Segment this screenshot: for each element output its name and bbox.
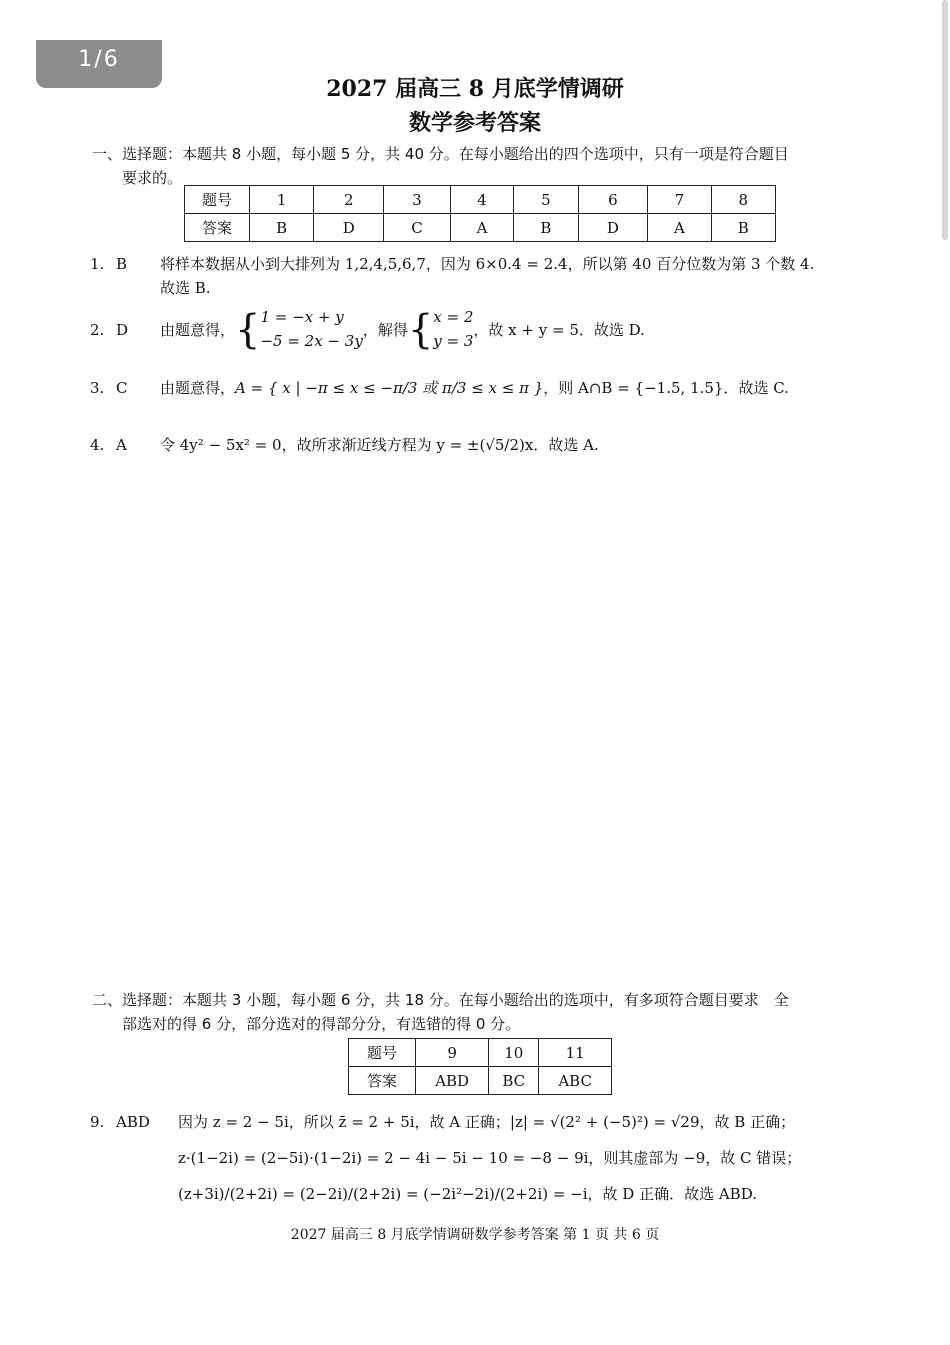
solution-text: ，故 x + y = 5．故选 D. bbox=[473, 321, 645, 339]
question-answer: B bbox=[116, 255, 128, 273]
solution-text: 由题意得， bbox=[160, 379, 236, 397]
answer-table-2 bbox=[348, 1038, 612, 1095]
table-cell: A bbox=[648, 214, 711, 242]
equation-system bbox=[408, 307, 474, 353]
set-expression: A = { x | −π ≤ x ≤ −π/3 或 π/3 ≤ x ≤ π } bbox=[235, 379, 544, 397]
solution-line: z·(1−2i) = (2−5i)·(1−2i) = 2 − 4i − 5i − 10 = −8 − 9i，则其虚部为 −9，故 C 错误； bbox=[178, 1149, 802, 1167]
table-cell: 6 bbox=[578, 186, 648, 214]
table-header-cell: 题号 bbox=[185, 186, 250, 214]
table-cell: ABC bbox=[539, 1067, 612, 1095]
table-cell: B bbox=[514, 214, 578, 242]
section2-intro-line1: 二、选择题：本题共 3 小题，每小题 6 分，共 18 分。在每小题给出的选项中，有多项符合题目要求 全 bbox=[92, 991, 789, 1009]
solution-line: 因为 z = 2 − 5i，所以 z̄ = 2 + 5i，故 A 正确；|z| = √(2² + (−5)²) = √29，故 B 正确； bbox=[178, 1113, 796, 1131]
table-row bbox=[349, 1039, 612, 1067]
equation: x = 2 bbox=[433, 308, 474, 326]
table-header-cell: 答案 bbox=[349, 1067, 416, 1095]
table-cell: 3 bbox=[384, 186, 451, 214]
question-answer: C bbox=[116, 379, 128, 397]
table-row bbox=[185, 214, 776, 242]
table-cell: B bbox=[711, 214, 775, 242]
equation-system bbox=[235, 307, 363, 353]
question-3 bbox=[90, 376, 880, 406]
doc-title: 2027 届高三 8 月底学情调研 bbox=[326, 76, 624, 102]
brace-icon: { bbox=[407, 307, 434, 353]
solution-line: 将样本数据从小到大排列为 1,2,4,5,6,7，因为 6×0.4 = 2.4，所以第 40 百分位数为第 3 个数 4. bbox=[160, 255, 815, 273]
table-cell: C bbox=[384, 214, 451, 242]
table-cell: B bbox=[250, 214, 314, 242]
table-row bbox=[349, 1067, 612, 1095]
table-row bbox=[185, 186, 776, 214]
table-cell: ABD bbox=[416, 1067, 489, 1095]
question-number: 4. bbox=[90, 436, 105, 454]
table-cell: BC bbox=[489, 1067, 539, 1095]
table-cell: D bbox=[314, 214, 384, 242]
table-cell: 4 bbox=[450, 186, 513, 214]
question-answer: D bbox=[116, 321, 129, 339]
section2-intro-line2: 部选对的得 6 分，部分选对的得部分分，有选错的得 0 分。 bbox=[122, 1015, 521, 1033]
section1-intro-line2: 要求的。 bbox=[122, 169, 183, 187]
table-header-cell: 题号 bbox=[349, 1039, 416, 1067]
question-answer: A bbox=[116, 436, 127, 454]
table-cell: D bbox=[578, 214, 648, 242]
question-solution: 令 4y² − 5x² = 0，故所求渐近线方程为 y = ±(√5/2)x．故选 A. bbox=[160, 436, 599, 454]
page-badge-text: 1/6 bbox=[78, 47, 120, 72]
table-header-cell: 答案 bbox=[185, 214, 250, 242]
question-9 bbox=[90, 1110, 880, 1220]
section1-intro-line1: 一、选择题：本题共 8 小题，每小题 5 分，共 40 分。在每小题给出的四个选项中，只有一项是符合题目 bbox=[92, 145, 789, 163]
question-1 bbox=[90, 252, 880, 300]
table-cell: 8 bbox=[711, 186, 775, 214]
section2-intro bbox=[92, 988, 877, 1036]
equation: 1 = −x + y bbox=[260, 308, 344, 326]
equation: −5 = 2x − 3y bbox=[260, 332, 363, 350]
solution-text: ，解得 bbox=[362, 321, 408, 339]
question-number: 3. bbox=[90, 379, 105, 397]
section1-intro bbox=[92, 142, 877, 190]
brace-icon: { bbox=[235, 307, 261, 353]
question-number: 2. bbox=[90, 321, 105, 339]
table-cell: 5 bbox=[514, 186, 578, 214]
page-footer: 2027 届高三 8 月底学情调研数学参考答案 第 1 页 共 6 页 bbox=[290, 1227, 660, 1243]
table-cell: A bbox=[450, 214, 513, 242]
question-solution bbox=[160, 376, 880, 400]
question-number: 9. bbox=[90, 1113, 105, 1131]
answer-table-1 bbox=[184, 185, 776, 242]
table-cell: 11 bbox=[539, 1039, 612, 1067]
solution-text: 由题意得， bbox=[160, 321, 236, 339]
table-cell: 10 bbox=[489, 1039, 539, 1067]
equation: y = 3 bbox=[433, 332, 474, 350]
question-answer: ABD bbox=[116, 1113, 150, 1131]
table-cell: 1 bbox=[250, 186, 314, 214]
table-cell: 9 bbox=[416, 1039, 489, 1067]
question-solution bbox=[160, 307, 880, 353]
question-number: 1. bbox=[90, 255, 105, 273]
solution-line: 故选 B. bbox=[160, 279, 211, 297]
question-solution bbox=[160, 252, 880, 300]
doc-subtitle: 数学参考答案 bbox=[408, 110, 541, 136]
question-2 bbox=[90, 307, 880, 366]
solution-line: (z+3i)/(2+2i) = (2−2i)/(2+2i) = (−2i²−2i)/(2+2i) = −i，故 D 正确．故选 ABD. bbox=[178, 1185, 757, 1203]
table-cell: 2 bbox=[314, 186, 384, 214]
question-4 bbox=[90, 433, 880, 463]
table-cell: 7 bbox=[648, 186, 711, 214]
solution-text: ，则 A∩B = {−1.5, 1.5}．故选 C. bbox=[543, 379, 789, 397]
question-solution bbox=[178, 1104, 883, 1212]
